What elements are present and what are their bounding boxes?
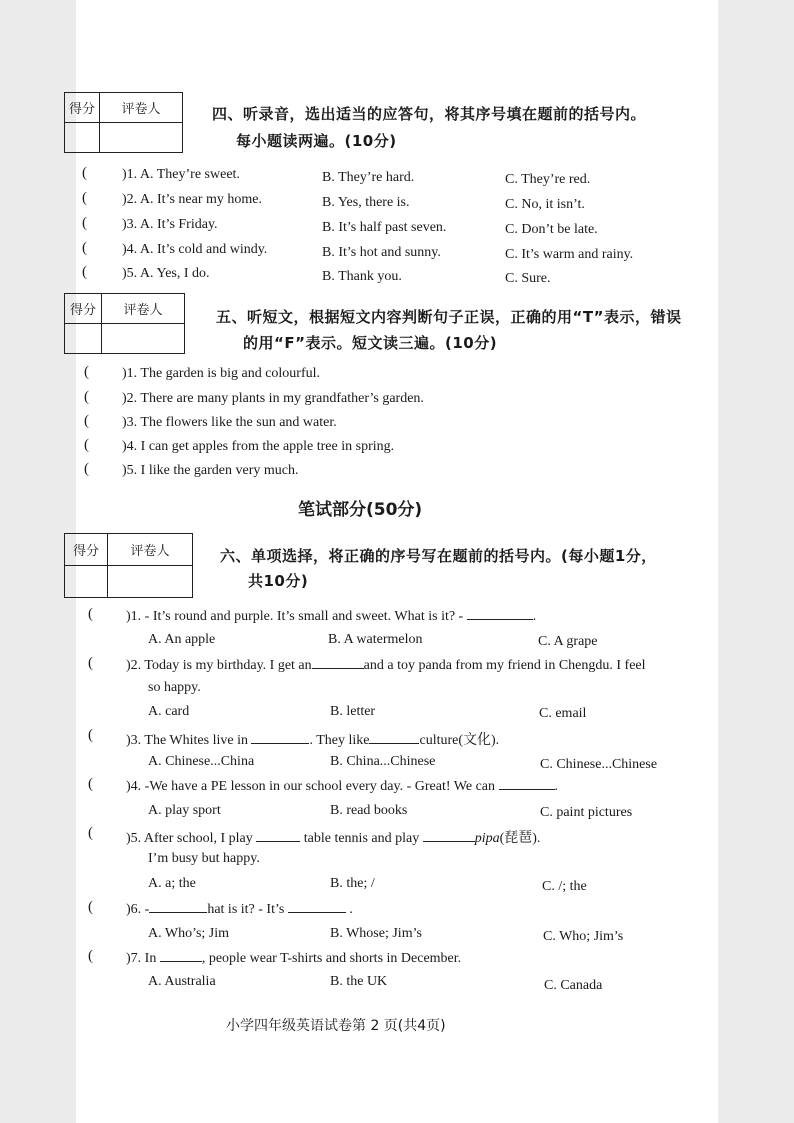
answer-paren[interactable]: ( [82,215,87,231]
answer-blank[interactable] [256,830,300,842]
score-label: 得分 [65,93,100,123]
q5-option-a: A. a; the [148,876,196,891]
q2-option-b: B. letter [330,704,376,719]
section5-heading-2: 的用“F”表示。短文读三遍。(10分) [243,334,498,352]
answer-blank[interactable] [423,830,475,842]
answer-paren[interactable]: ( [84,364,89,380]
s5-q4: )4. I can get apples from the apple tree in spring. [122,439,395,454]
q4-stem: )4. -We have a PE lesson in our school every day. - Great! We can [126,779,496,794]
q5-line2: I’m busy but happy. [148,851,260,866]
score-box-6 [64,533,193,598]
q5-stem-b: table tennis and play [303,831,420,846]
q5-stem-a: )5. After school, I play [126,831,253,846]
q5-option-b: B. the; / [330,876,375,891]
q5-option-c: C. /; the [542,879,587,894]
q7-stem-a: )7. In [126,951,157,966]
q3-option-a: A. Chinese...China [148,754,255,769]
section4-heading-2: 每小题读两遍。(10分) [236,132,397,150]
q4-option-a: A. play sport [148,803,221,818]
grader-cell[interactable] [100,123,183,153]
answer-paren[interactable]: ( [88,655,93,671]
answer-paren[interactable]: ( [82,190,87,206]
answer-paren[interactable]: ( [88,776,93,792]
answer-blank[interactable] [499,778,555,790]
answer-blank[interactable] [160,950,202,962]
q1-option-c: C. A grape [538,634,598,649]
s4-q5-c: C. Sure. [505,271,551,286]
s5-q3: )3. The flowers like the sun and water. [122,415,337,430]
answer-paren[interactable]: ( [82,264,87,280]
q1-end: . [532,609,537,624]
s5-q2: )2. There are many plants in my grandfather’s garden. [122,391,424,406]
q6-option-c: C. Who; Jim’s [543,929,624,944]
q3-option-b: B. China...Chinese [330,754,436,769]
s5-q1: )1. The garden is big and colourful. [122,366,321,381]
q6-option-b: B. Whose; Jim’s [330,926,422,941]
answer-blank[interactable] [312,657,364,669]
q3-stem-b: . They like [309,733,370,748]
answer-paren[interactable]: ( [88,606,93,622]
s4-q4-b: B. It’s hot and sunny. [322,245,441,260]
score-box-5 [64,293,185,354]
q2-stem-b: and a toy panda from my friend in Chengdu. I feel [363,658,646,673]
q3-stem-a: )3. The Whites live in [126,733,248,748]
q5-stem-pipa: pipa [474,831,500,846]
score-label: 得分 [65,294,102,324]
section6-heading-1: 六、单项选择，将正确的序号写在题前的括号内。(每小题1分， [220,547,657,565]
q2-stem-c: so happy. [148,680,201,695]
s4-q5-b: B. Thank you. [322,269,402,284]
page-footer: 小学四年级英语试卷第 2 页(共4页) [226,1018,446,1034]
score-box-4 [64,92,183,153]
s4-q3-b: B. It’s half past seven. [322,220,447,235]
q2-stem-a: )2. Today is my birthday. I get an [126,658,312,673]
answer-paren[interactable]: ( [84,413,89,429]
q2-option-c: C. email [539,706,587,721]
grader-label: 评卷人 [100,93,183,123]
q1-option-b: B. A watermelon [328,632,423,647]
answer-paren[interactable]: ( [84,437,89,453]
q6-end: . [349,902,353,917]
score-cell[interactable] [65,324,102,354]
q7-option-b: B. the UK [330,974,388,989]
answer-paren[interactable]: ( [88,825,93,841]
answer-paren[interactable]: ( [88,727,93,743]
q4-option-b: B. read books [330,803,408,818]
grader-cell[interactable] [108,566,193,598]
answer-blank[interactable] [149,901,207,913]
score-label: 得分 [65,534,108,566]
q7-stem-b: , people wear T-shirts and shorts in December. [201,951,462,966]
s4-q3-c: C. Don’t be late. [505,222,598,237]
s4-q4-c: C. It’s warm and rainy. [505,247,634,262]
q4-end: . [554,779,559,794]
answer-paren[interactable]: ( [84,389,89,405]
q6-stem-b: hat is it? - It’s [207,902,285,917]
answer-blank[interactable] [467,608,533,620]
exam-page [68,0,718,1123]
q7-option-c: C. Canada [544,978,603,993]
s4-q5: )5. A. Yes, I do. [122,266,210,281]
score-cell[interactable] [65,123,100,153]
s4-q4: )4. A. It’s cold and windy. [122,242,268,257]
section5-heading-1: 五、听短文，根据短文内容判断句子正误，正确的用“T”表示，错误 [216,308,682,326]
section6-heading-2: 共10分) [248,572,309,590]
q4-option-c: C. paint pictures [540,805,633,820]
q3-option-c: C. Chinese...Chinese [540,757,658,772]
answer-paren[interactable]: ( [88,948,93,964]
s4-q1-b: B. They’re hard. [322,170,415,185]
answer-paren[interactable]: ( [82,240,87,256]
answer-paren[interactable]: ( [82,165,87,181]
s4-q3: )3. A. It’s Friday. [122,217,218,232]
s4-q1-c: C. They’re red. [505,172,591,187]
answer-paren[interactable]: ( [88,899,93,915]
q1-stem: )1. - It’s round and purple. It’s small and sweet. What is it? - [126,609,464,624]
answer-paren[interactable]: ( [84,461,89,477]
grader-label: 评卷人 [102,294,185,324]
grader-cell[interactable] [102,324,185,354]
q6-stem-a: )6. - [126,902,150,917]
s4-q2: )2. A. It’s near my home. [122,192,262,207]
section4-heading-1: 四、听录音，选出适当的应答句，将其序号填在题前的括号内。 [212,105,647,123]
written-section-title: 笔试部分(50分) [298,500,423,520]
answer-blank[interactable] [369,732,419,744]
answer-blank[interactable] [288,901,346,913]
q1-option-a: A. An apple [148,632,216,647]
q6-option-a: A. Who’s; Jim [148,926,230,941]
s4-q1: )1. A. They’re sweet. [122,167,240,182]
s5-q5: )5. I like the garden very much. [122,463,299,478]
q3-stem-c: culture(文化). [419,733,500,748]
answer-blank[interactable] [251,732,309,744]
q7-option-a: A. Australia [148,974,216,989]
s4-q2-c: C. No, it isn’t. [505,197,585,212]
q5-stem-c: (琵琶). [499,831,541,846]
grader-label: 评卷人 [108,534,193,566]
q2-option-a: A. card [148,704,190,719]
s4-q2-b: B. Yes, there is. [322,195,410,210]
score-cell[interactable] [65,566,108,598]
